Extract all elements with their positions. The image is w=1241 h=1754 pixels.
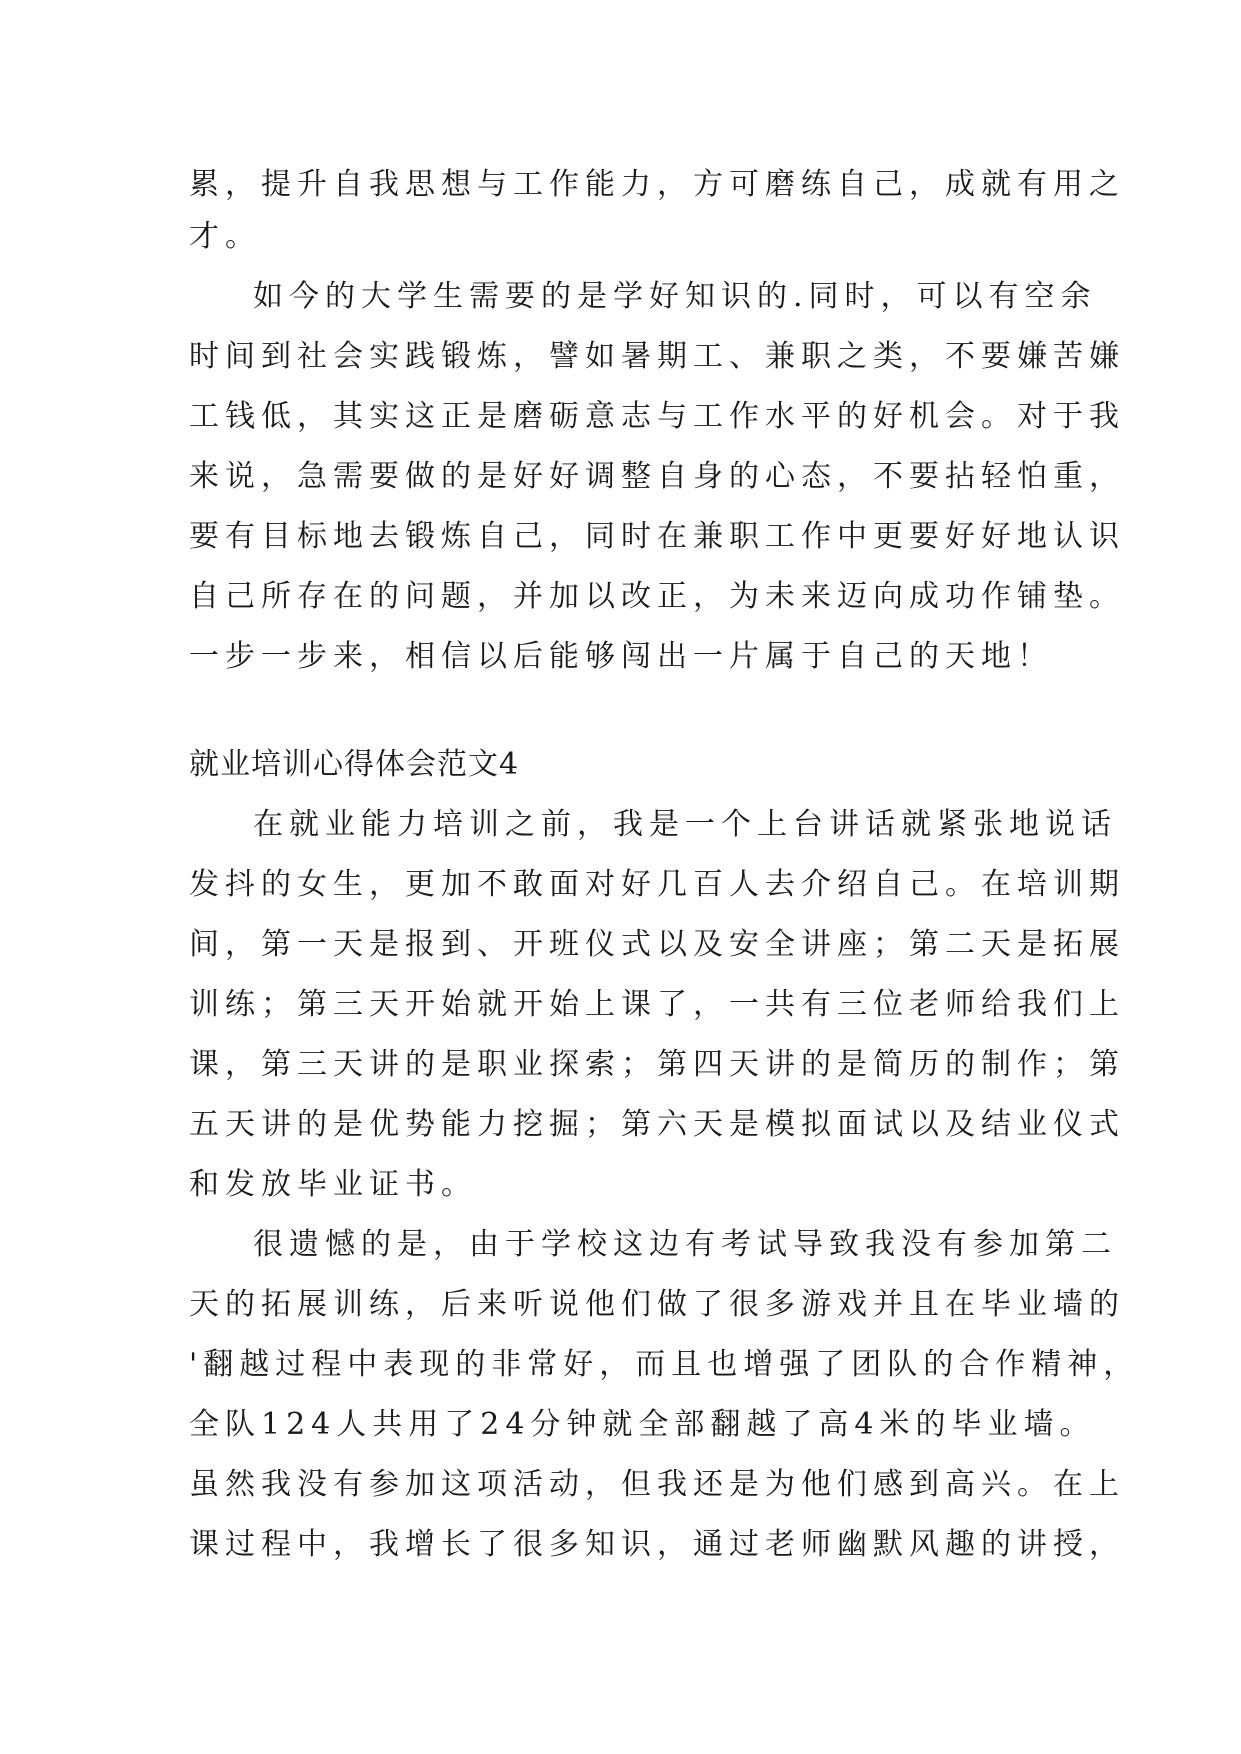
text-line: 虽然我没有参加这项活动，但我还是为他们感到高兴。在上 bbox=[189, 1467, 1125, 1502]
text-line: 间，第一天是报到、开班仪式以及安全讲座；第二天是拓展 bbox=[189, 927, 1125, 962]
text-line: 全队124人共用了24分钟就全部翻越了高4米的毕业墙。 bbox=[189, 1407, 1096, 1442]
paragraph-start-line: 在就业能力培训之前，我是一个上台讲话就紧张地说话 bbox=[253, 807, 1117, 842]
text-line: '翻越过程中表现的非常好，而且也增强了团队的合作精神， bbox=[189, 1347, 1140, 1382]
text-line: 五天讲的是优势能力挖掘；第六天是模拟面试以及结业仪式 bbox=[189, 1107, 1125, 1142]
text-line: 来说，急需要做的是好好调整自身的心态，不要拈轻怕重， bbox=[189, 459, 1125, 494]
text-line: 工钱低，其实这正是磨砺意志与工作水平的好机会。对于我 bbox=[189, 399, 1125, 434]
text-line: 课过程中，我增长了很多知识，通过老师幽默风趣的讲授， bbox=[189, 1527, 1125, 1562]
text-line: 天的拓展训练，后来听说他们做了很多游戏并且在毕业墙的 bbox=[189, 1287, 1125, 1322]
text-line: 才。 bbox=[189, 219, 261, 254]
text-line: 和发放毕业证书。 bbox=[189, 1167, 477, 1202]
text-line: 训练；第三天开始就开始上课了，一共有三位老师给我们上 bbox=[189, 987, 1125, 1022]
text-line: 课，第三天讲的是职业探索；第四天讲的是简历的制作；第 bbox=[189, 1047, 1125, 1082]
text-line: 时间到社会实践锻炼，譬如暑期工、兼职之类，不要嫌苦嫌 bbox=[189, 339, 1125, 374]
text-line: 要有目标地去锻炼自己，同时在兼职工作中更要好好地认识 bbox=[189, 519, 1125, 554]
paragraph-start-line: 如今的大学生需要的是学好知识的.同时，可以有空余 bbox=[253, 279, 1097, 314]
text-line: 自己所存在的问题，并加以改正，为未来迈向成功作铺垫。 bbox=[189, 579, 1125, 614]
paragraph-start-line: 很遗憾的是，由于学校这边有考试导致我没有参加第二 bbox=[253, 1227, 1117, 1262]
text-line: 一步一步来，相信以后能够闯出一片属于自己的天地！ bbox=[189, 639, 1053, 674]
section-heading: 就业培训心得体会范文4 bbox=[189, 747, 520, 782]
text-line: 累，提升自我思想与工作能力，方可磨练自己，成就有用之 bbox=[189, 167, 1125, 202]
text-line: 发抖的女生，更加不敢面对好几百人去介绍自己。在培训期 bbox=[189, 867, 1125, 902]
